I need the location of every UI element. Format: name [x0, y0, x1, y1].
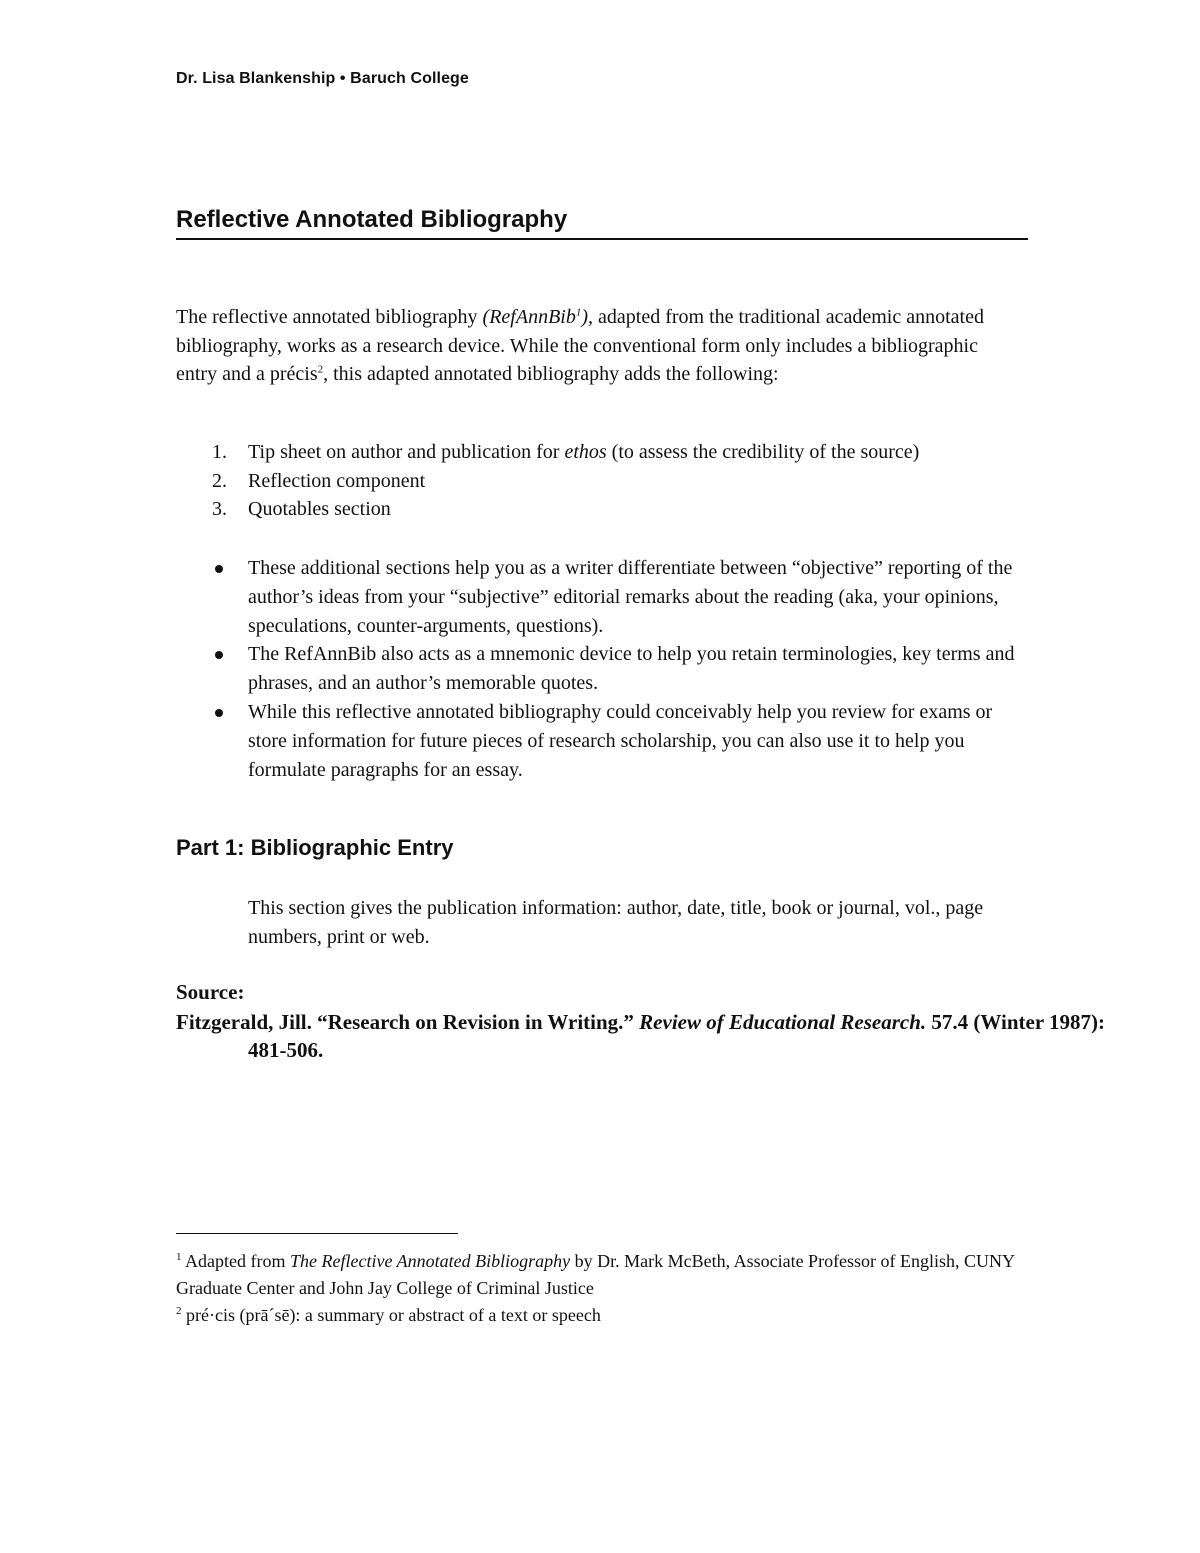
footnote-divider [176, 1233, 458, 1234]
footnote-ref-2: 2 [317, 363, 324, 376]
section-description: This section gives the publication information: author, date, title, book or journal, vol., page numbers, print or web. [248, 897, 984, 948]
list-number: 2. [212, 469, 227, 492]
intro-paragraph [176, 303, 1016, 389]
footnote: $^1$ Adapted from The Reflective Annotated Bibliography by Dr. Mark McBeth, Associate Professor of English, CUNY Graduate Center and John Jay College of Criminal Justice [176, 1251, 1015, 1298]
benefits-list [176, 554, 1026, 784]
section-heading: Part 1: Bibliographic Entry [176, 835, 454, 860]
footnote: $^2$ pré·cis (prā´sē): a summary or abstract of a text or speech [176, 1305, 601, 1325]
list-item: 2. Reflection component [176, 467, 1016, 496]
intro-text-1: The reflective annotated bibliography [176, 306, 483, 328]
refannbib-abbreviation: (RefAnnBib$^1$), [482, 306, 594, 328]
document-title: Reflective Annotated Bibliography [176, 206, 1028, 240]
footnote-mark: 2 [176, 1305, 182, 1317]
source-label: Source: [176, 980, 245, 1004]
list-item: The RefAnnBib also acts as a mnemonic device to help you retain terminologies, key terms and phrases, and an author’s memorable quotes. [176, 640, 1026, 698]
footnote-title: The Reflective Annotated Bibliography [289, 1251, 571, 1271]
list-item: 3. Quotables section [176, 495, 1016, 524]
footnote-mark: 1 [176, 1251, 182, 1263]
list-item: While this reflective annotated bibliography could conceivably help you review for exams or store information for future pieces of research scholarship, you can also use it to help you formulate paragraphs for an essay. [176, 698, 1026, 784]
list-item: These additional sections help you as a writer differentiate between “objective” reporting of the author’s ideas from your “subjective” editorial remarks about the reading (aka, your opinions, speculations, counter-arguments, questions). [176, 554, 1026, 640]
list-item: 1. Tip sheet on author and publication for ethos (to assess the credibility of the source) [176, 438, 1016, 467]
bullet-icon [215, 651, 223, 659]
footnotes [176, 1248, 1016, 1329]
bullet-icon [215, 565, 223, 573]
intro-text-2: adapted from the traditional academic annotated bibliography, works as a research device. While the conventional form only includes a bibliographic entry and a précis [176, 306, 984, 385]
footnote-ref-1: 1 [575, 306, 582, 319]
citation [176, 1008, 1108, 1064]
list-number: 3. [212, 498, 227, 520]
list-number: 1. [212, 441, 227, 463]
intro-text-3: , this adapted annotated bibliography adds the following: [323, 363, 779, 385]
bullet-icon [215, 709, 223, 717]
page-header: Dr. Lisa Blankenship • Baruch College [176, 70, 469, 87]
citation-article: “Research on Revision in Writing.” [317, 1010, 634, 1034]
citation-details: 57.4 (Winter 1987): 481-506. [248, 1010, 1106, 1062]
ethos-term: ethos [564, 441, 607, 463]
components-list [176, 438, 1016, 524]
citation-journal: Review of Educational Research. [639, 1010, 927, 1034]
citation-author: Fitzgerald, Jill. [176, 1010, 318, 1034]
